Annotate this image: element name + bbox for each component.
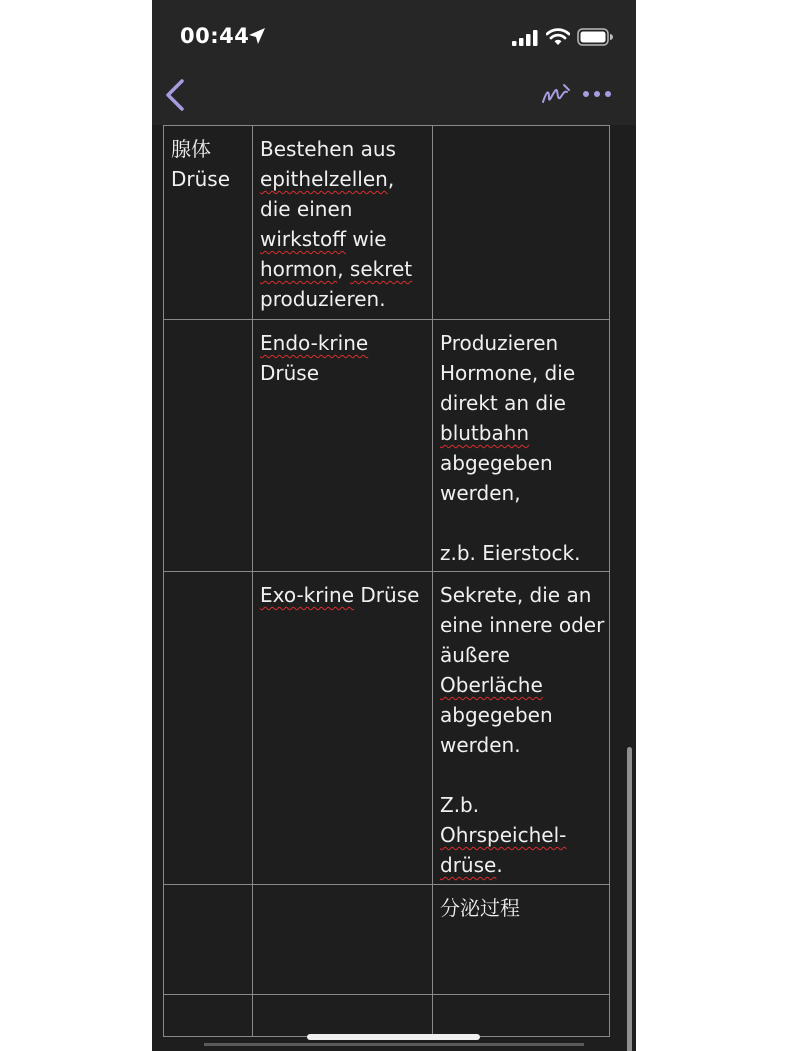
spellcheck-word: drüse xyxy=(440,853,497,877)
back-chevron-icon[interactable] xyxy=(162,78,188,112)
status-time: 00:44 xyxy=(180,24,250,48)
table-cell[interactable] xyxy=(433,572,610,885)
blank-line xyxy=(440,508,602,538)
bottom-edge-line xyxy=(204,1043,584,1046)
text-segment: z.b. Eierstock. xyxy=(440,541,581,565)
note-content[interactable] xyxy=(152,125,636,1051)
cellular-signal-icon xyxy=(512,30,538,46)
text-segment: Drüse xyxy=(354,583,420,607)
cell-text-line xyxy=(260,194,425,224)
text-segment: eine innere oder xyxy=(440,613,605,637)
cell-text-line xyxy=(440,670,602,700)
text-segment: , xyxy=(337,257,350,281)
cell-text-line xyxy=(440,448,602,478)
cell-text-line xyxy=(260,328,425,358)
cell-text-line xyxy=(440,640,602,670)
cell-text-line xyxy=(260,164,425,194)
spellcheck-word: sekret xyxy=(349,257,413,281)
spellcheck-word: Oberläche xyxy=(440,673,543,697)
table-cell[interactable] xyxy=(253,126,433,320)
table-cell[interactable] xyxy=(164,995,253,1037)
cell-text-line xyxy=(260,284,425,314)
cell-text-line xyxy=(440,850,602,880)
phone-screen xyxy=(152,0,636,1051)
cell-text-line xyxy=(440,700,602,730)
table-cell[interactable] xyxy=(164,126,253,320)
text-segment: werden. xyxy=(440,733,521,757)
text-segment: produzieren. xyxy=(260,287,386,311)
more-dots-icon[interactable] xyxy=(582,90,612,98)
text-segment: , xyxy=(387,167,395,191)
cell-text-line xyxy=(260,358,425,388)
cell-text-line xyxy=(260,254,425,284)
text-segment: 分泌过程 xyxy=(440,896,520,920)
text-segment: Sekrete, die an xyxy=(440,583,592,607)
text-segment: äußere xyxy=(440,643,510,667)
text-segment: Bestehen aus xyxy=(260,137,396,161)
text-segment: Drüse xyxy=(260,361,320,385)
text-segment: werden, xyxy=(440,481,521,505)
cell-text-line xyxy=(440,730,602,760)
table-cell[interactable] xyxy=(433,320,610,572)
table-cell[interactable] xyxy=(164,572,253,885)
text-segment: Hormone, die xyxy=(440,361,576,385)
cell-text-line xyxy=(440,388,602,418)
battery-icon xyxy=(577,28,613,46)
location-arrow-icon xyxy=(248,27,266,45)
spellcheck-word: Exo-krine xyxy=(260,583,355,607)
table-row xyxy=(164,572,610,885)
spellcheck-word: Ohrspeichel- xyxy=(440,823,567,847)
text-segment: die einen xyxy=(260,197,353,221)
spellcheck-word: epithelzellen xyxy=(260,167,388,191)
text-segment: direkt an die xyxy=(440,391,566,415)
cell-text-line xyxy=(440,610,605,640)
wifi-icon xyxy=(546,28,570,46)
table-cell[interactable] xyxy=(164,320,253,572)
cell-text-line xyxy=(440,790,602,820)
table-cell[interactable] xyxy=(433,995,610,1037)
cell-text-line xyxy=(260,134,425,164)
text-segment: abgegeben xyxy=(440,451,553,475)
cell-text-line xyxy=(440,538,602,568)
text-segment: wie xyxy=(346,227,387,251)
text-segment: Produzieren xyxy=(440,331,559,355)
table-cell[interactable] xyxy=(164,885,253,995)
table-row xyxy=(164,885,610,995)
cell-text-line xyxy=(440,478,602,508)
spellcheck-word: blutbahn xyxy=(440,421,530,445)
table-cell[interactable] xyxy=(433,126,610,320)
pen-scribble-icon[interactable] xyxy=(540,82,572,108)
table-cell[interactable] xyxy=(253,572,433,885)
notes-table xyxy=(163,125,610,1037)
blank-line xyxy=(440,760,602,790)
cell-text-line xyxy=(440,358,602,388)
spellcheck-word: hormon xyxy=(260,257,338,281)
text-segment: abgegeben xyxy=(440,703,553,727)
table-row xyxy=(164,995,610,1037)
spellcheck-word: wirkstoff xyxy=(260,227,346,251)
cell-text-line xyxy=(440,893,602,923)
cell-text-line xyxy=(260,224,425,254)
text-segment: . xyxy=(496,853,503,877)
cell-text-line: Drüse xyxy=(171,167,231,191)
cell-text-line xyxy=(440,418,602,448)
cell-text-line: 腺体 xyxy=(171,137,211,161)
table-cell[interactable] xyxy=(253,995,433,1037)
table-cell[interactable] xyxy=(433,885,610,995)
cell-text-line xyxy=(260,580,425,610)
cell-text-line xyxy=(440,820,602,850)
cell-text-line xyxy=(440,580,602,610)
spellcheck-word: Endo-krine xyxy=(260,331,369,355)
cell-text-line xyxy=(440,328,602,358)
table-row xyxy=(164,126,610,320)
home-indicator[interactable] xyxy=(307,1034,480,1040)
table-cell[interactable] xyxy=(253,320,433,572)
table-cell[interactable] xyxy=(253,885,433,995)
nav-bar xyxy=(152,70,636,125)
vertical-scrollbar[interactable] xyxy=(627,747,632,1051)
table-row xyxy=(164,320,610,572)
status-bar xyxy=(152,0,636,70)
text-segment: Z.b. xyxy=(440,793,480,817)
